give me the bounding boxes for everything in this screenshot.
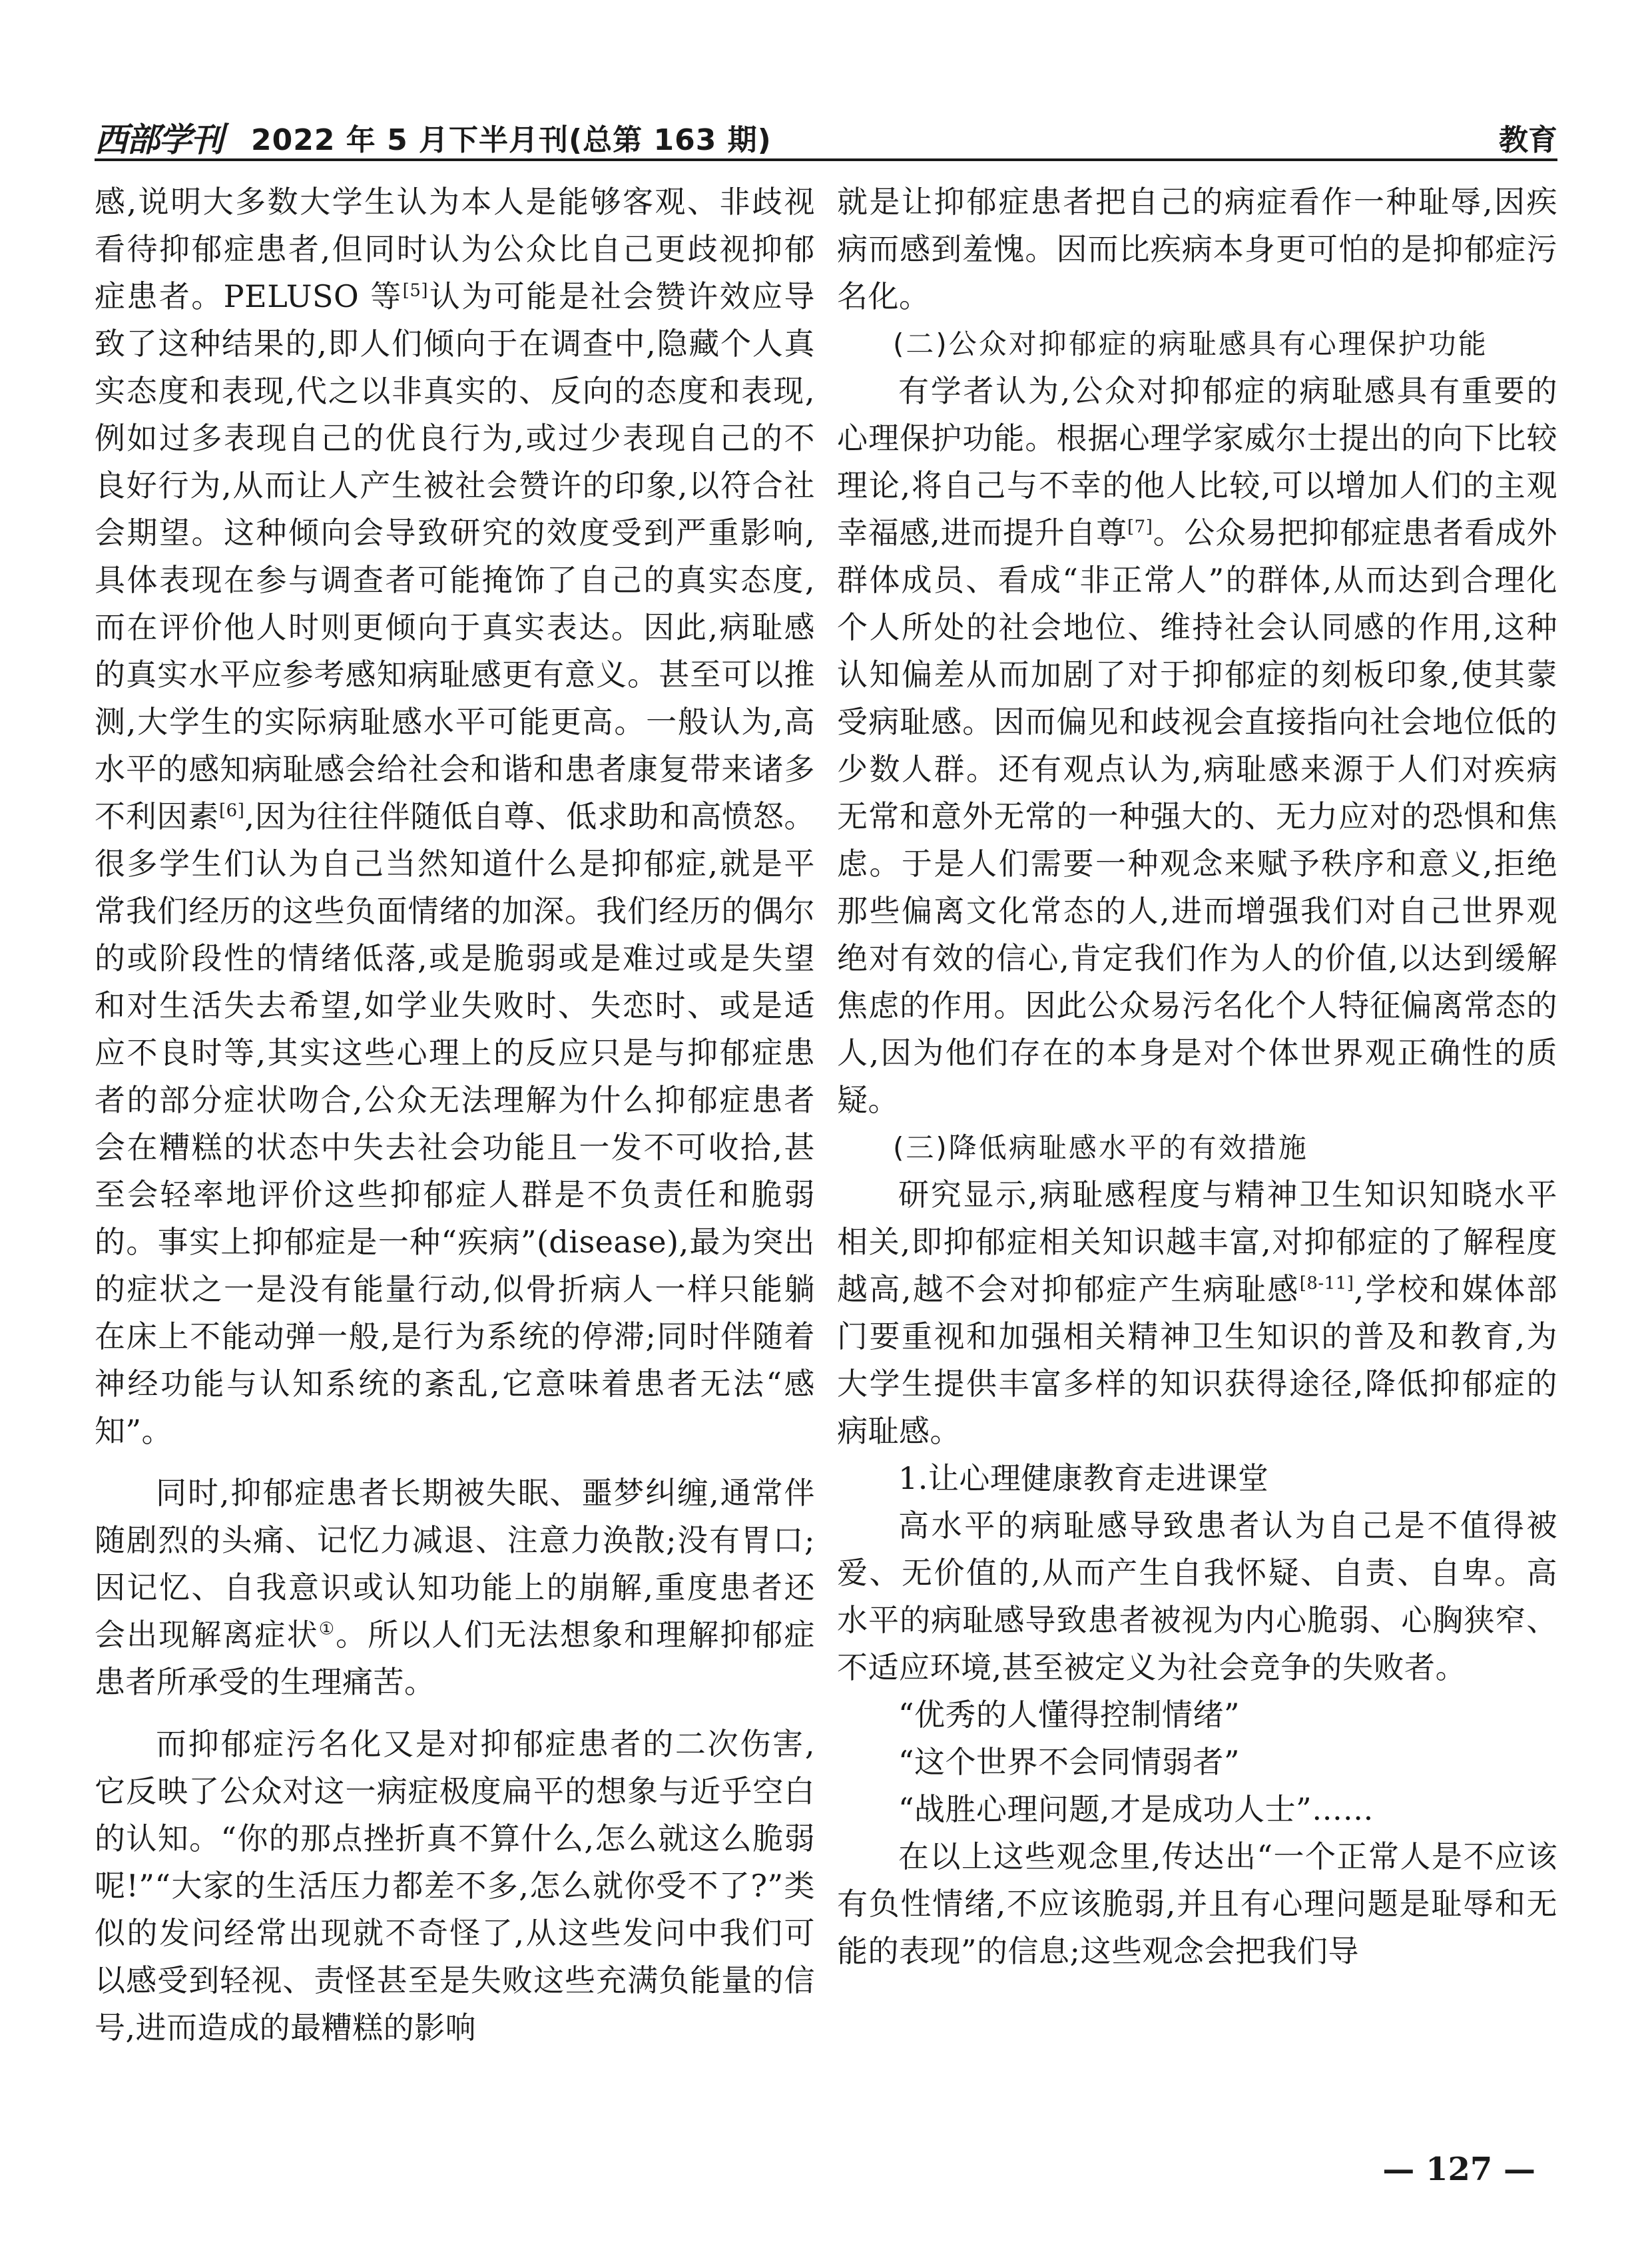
section-heading: (二)公众对抑郁症的病耻感具有心理保护功能 (893, 328, 1488, 360)
footnote-marker: ① (318, 1619, 336, 1639)
issue-info: 2022 年 5 月下半月刊(总第 163 期) (251, 123, 772, 157)
paragraph: 在以上这些观念里,传达出“一个正常人是不应该有负性情绪,不应该脆弱,并且有心理问题是耻辱和无能的表现”的信息;这些观念会把我们导 (837, 1838, 1557, 1969)
citation: [7] (1127, 517, 1153, 537)
paragraph: 高水平的病耻感导致患者认为自己是不值得被爱、无价值的,从而产生自我怀疑、自责、自卑。高水平的病耻感导致患者被视为内心脆弱、心胸狭窄、不适应环境,甚至被定义为社会竞争的失败者。 (837, 1508, 1557, 1685)
section-heading: (三)降低病耻感水平的有效措施 (893, 1131, 1308, 1164)
running-header (95, 113, 1557, 159)
paragraph: 就是让抑郁症患者把自己的病症看作一种耻辱,因疾病而感到羞愧。因而比疾病本身更可怕的是抑郁症污名化。 (837, 184, 1557, 314)
left-column (95, 178, 815, 2052)
right-column (837, 178, 1557, 1975)
journal-logo: 西部学刊 (95, 120, 222, 159)
citation: [6] (219, 800, 245, 821)
paragraph: 有学者认为,公众对抑郁症的病耻感具有重要的心理保护功能。根据心理学家威尔士提出的向下比较理论,将自己与不幸的他人比较,可以增加人们的主观幸福感,进而提升自尊[7]。公众易把抑郁症患者看成外群体成员、看成“非正常人”的群体,从而达到合理化个人所处的社会地位、维持社会认同感的作用,这种认知偏差从而加剧了对于抑郁症的刻板印象,使其蒙受病耻感。因而偏见和歧视会直接指向社会地位低的少数人群。还有观点认为,病耻感来源于人们对疾病无常和意外无常的一种强大的、无力应对的恐惧和焦虑。于是人们需要一种观念来赋予秩序和意义,拒绝那些偏离文化常态的人,进而增强我们对自己世界观绝对有效的信心,肯定我们作为人的价值,以达到缓解焦虑的作用。因此公众易污名化个人特征偏离常态的人,因为他们存在的本身是对个体世界观正确性的质疑。 (837, 373, 1558, 1118)
header-rule (95, 158, 1557, 161)
page-number: — 127 — (1382, 2151, 1535, 2188)
quote-line: “优秀的人懂得控制情绪” (898, 1697, 1240, 1733)
subsection-heading: 1.让心理健康教育走进课堂 (898, 1460, 1269, 1496)
paragraph: 而抑郁症污名化又是对抑郁症患者的二次伤害,它反映了公众对这一病症极度扁平的想象与近乎空白的认知。“你的那点挫折真不算什么,怎么就这么脆弱呢!”“大家的生活压力都差不多,怎么就你受不了?”类似的发问经常出现就不奇怪了,从这些发问中我们可以感受到轻视、责怪甚至是失败这些充满负能量的信号,进而造成的最糟糕的影响 (95, 1726, 815, 2046)
paragraph: 感,说明大多数大学生认为本人是能够客观、非歧视看待抑郁症患者,但同时认为公众比自己更歧视抑郁症患者。PELUSO 等[5]认为可能是社会赞许效应导致了这种结果的,即人们倾向于在调查中,隐藏个人真实态度和表现,代之以非真实的、反向的态度和表现,例如过多表现自己的优良行为,或过少表现自己的不良好行为,从而让人产生被社会赞许的印象,以符合社会期望。这种倾向会导致研究的效度受到严重影响,具体表现在参与调查者可能掩饰了自己的真实态度,而在评价他人时则更倾向于真实表达。因此,病耻感的真实水平应参考感知病耻感更有意义。甚至可以推测,大学生的实际病耻感水平可能更高。一般认为,高水平的感知病耻感会给社会和谐和患者康复带来诸多不利因素[6],因为往往伴随低自尊、低求助和高愤怒。很多学生们认为自己当然知道什么是抑郁症,就是平常我们经历的这些负面情绪的加深。我们经历的偶尔的或阶段性的情绪低落,或是脆弱或是难过或是失望和对生活失去希望,如学业失败时、失恋时、或是适应不良时等,其实这些心理上的反应只是与抑郁症患者的部分症状吻合,公众无法理解为什么抑郁症患者会在糟糕的状态中失去社会功能且一发不可收拾,甚至会轻率地评价这些抑郁症人群是不负责任和脆弱的。事实上抑郁症是一种“疾病”(disease),最为突出的症状之一是没有能量行动,似骨折病人一样只能躺在床上不能动弹一般,是行为系统的停滞;同时伴随着神经功能与认知系统的紊乱,它意味着患者无法“感知”。 (95, 184, 816, 1449)
section-label: 教育 (1499, 123, 1557, 157)
citation: [8-11] (1299, 1273, 1354, 1294)
quote-line: “这个世界不会同情弱者” (898, 1744, 1240, 1780)
paragraph: 同时,抑郁症患者长期被失眠、噩梦纠缠,通常伴随剧烈的头痛、记忆力减退、注意力涣散;没有胃口;因记忆、自我意识或认知功能上的崩解,重度患者还会出现解离症状①。所以人们无法想象和理解抑郁症患者所承受的生理痛苦。 (95, 1475, 816, 1700)
paragraph: 研究显示,病耻感程度与精神卫生知识知晓水平相关,即抑郁症相关知识越丰富,对抑郁症的了解程度越高,越不会对抑郁症产生病耻感[8-11],学校和媒体部门要重视和加强相关精神卫生知识的普及和教育,为大学生提供丰富多样的知识获得途径,降低抑郁症的病耻感。 (837, 1177, 1558, 1449)
citation: [5] (402, 280, 429, 301)
quote-line: “战胜心理问题,才是成功人士”…… (898, 1791, 1374, 1827)
